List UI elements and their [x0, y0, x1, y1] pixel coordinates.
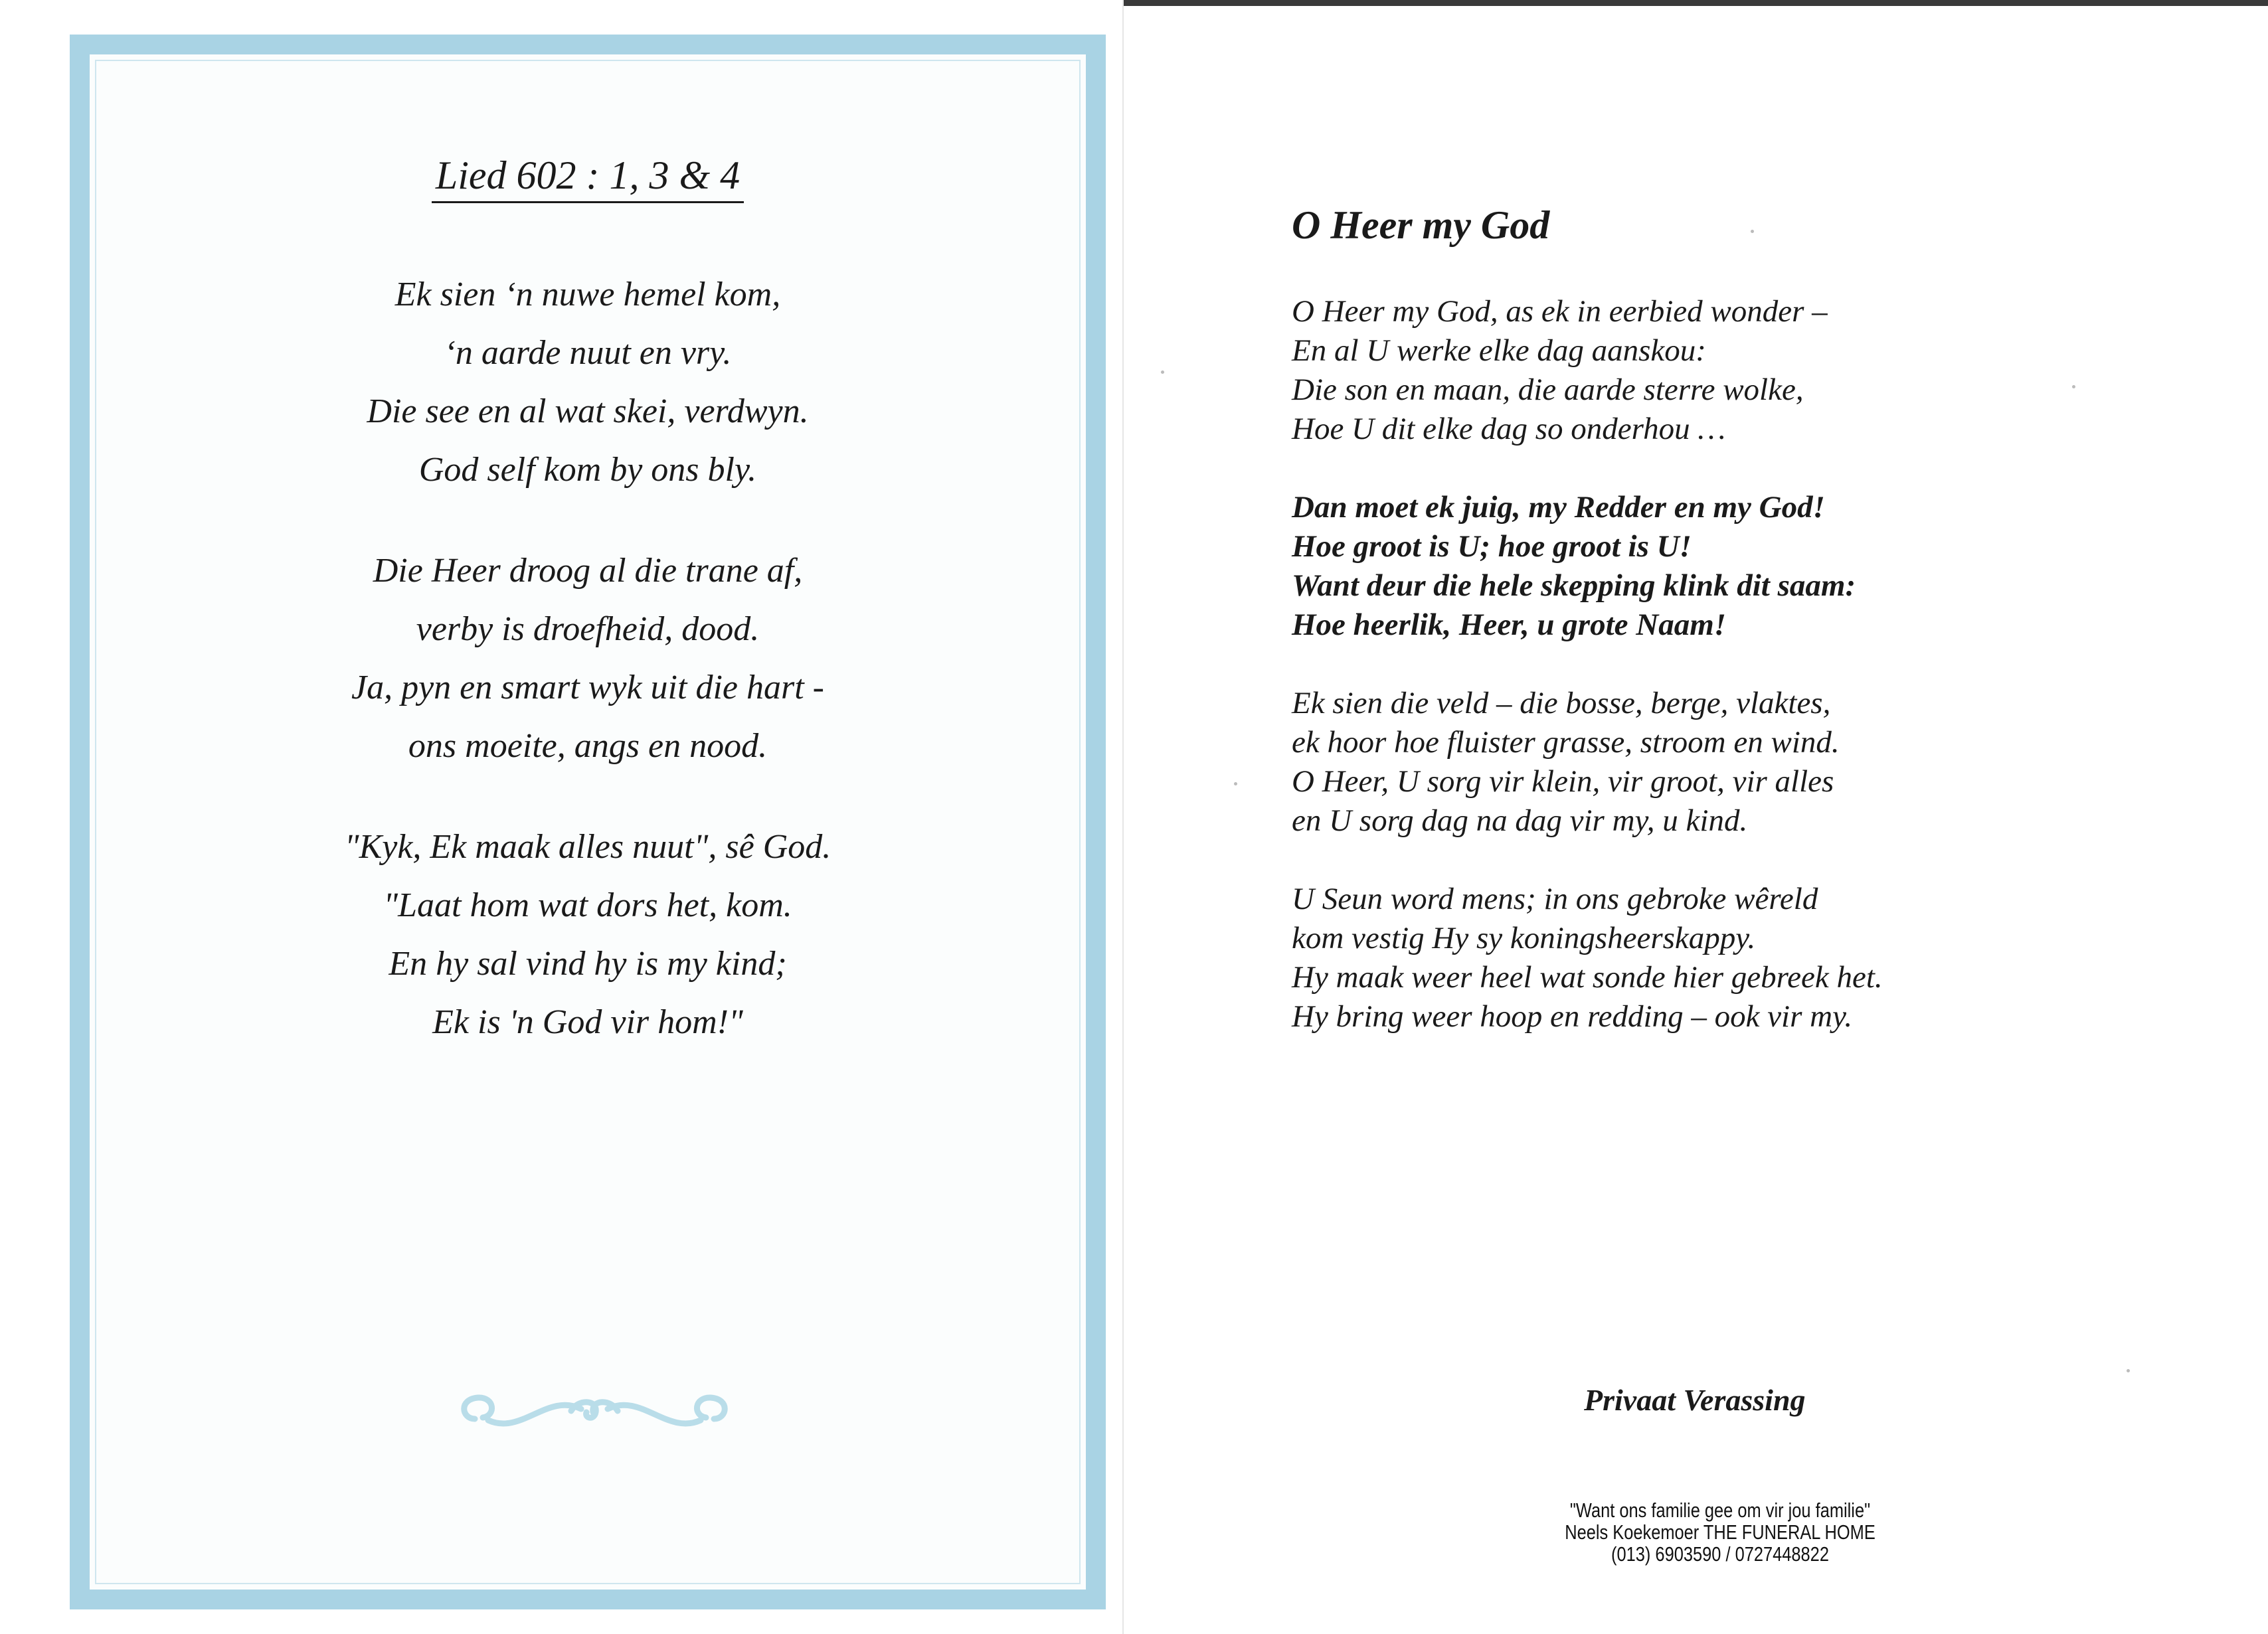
- poem-title: O Heer my God: [1292, 203, 1550, 247]
- hymn-line: Die see en al wat skei, verdwyn.: [367, 392, 809, 430]
- scan-speck: [1161, 370, 1164, 374]
- hymn-line: verby is droefheid, dood.: [416, 610, 760, 648]
- dispersal-note: Privaat Verassing: [1584, 1383, 1806, 1417]
- hymn-stanza-2: [90, 542, 1086, 776]
- footer-slogan: "Want ons familie gee om vir jou familie": [1569, 1499, 1871, 1522]
- scan-speck: [1234, 782, 1237, 785]
- hymn-line: ‘n aarde nuut en vry.: [444, 334, 732, 372]
- poem-line: en U sorg dag na dag vir my, u kind.: [1292, 803, 1748, 838]
- scan-speck: [2072, 385, 2075, 388]
- hymn-line: ons moeite, angs en nood.: [408, 727, 768, 765]
- poem-line: ek hoor hoe fluister grasse, stroom en wind.: [1292, 725, 1840, 760]
- hymn-line: Ek sien ‘n nuwe hemel kom,: [394, 276, 781, 313]
- poem-line: Die son en maan, die aarde sterre wolke,: [1292, 372, 1804, 407]
- poem-line: O Heer my God, as ek in eerbied wonder –: [1292, 294, 1828, 329]
- poem-line: U Seun word mens; in ons gebroke wêreld: [1292, 882, 1818, 916]
- hymn-stanza-3: [90, 818, 1086, 1052]
- poem-line: Ek sien die veld – die bosse, berge, vlaktes,: [1292, 686, 1831, 720]
- hymn-stanza-1: [90, 266, 1086, 499]
- poem-line: Hoe U dit elke dag so onderhou …: [1292, 412, 1726, 446]
- footer-phones: (013) 6903590 / 0727448822: [1611, 1542, 1829, 1566]
- scan-speck: [1751, 230, 1754, 233]
- poem-line: Dan moet ek juig, my Redder en my God!: [1292, 490, 1825, 525]
- poem-line: Hoe groot is U; hoe groot is U!: [1292, 529, 1692, 564]
- scroll-flourish-icon: [448, 1379, 741, 1445]
- scan-top-edge: [1122, 0, 2268, 6]
- hymn-title-text: Lied 602 : 1, 3 & 4: [432, 153, 744, 203]
- hymn-line: Ja, pyn en smart wyk uit die hart -: [351, 669, 824, 706]
- poem-line: En al U werke elke dag aanskou:: [1292, 333, 1706, 368]
- poem-stanza-4: [1292, 880, 2188, 1036]
- hymn-title: [90, 153, 1086, 199]
- poem-line: Hy maak weer heel wat sonde hier gebreek het.: [1292, 960, 1883, 995]
- hymn-verses: [90, 266, 1086, 1094]
- hymn-line: Die Heer droog al die trane af,: [373, 552, 803, 590]
- left-page-hymn: [70, 35, 1106, 1609]
- page-fold: [1122, 0, 1124, 1634]
- funeral-home-footer: [1562, 1499, 1878, 1565]
- poem-stanza-3: [1292, 684, 2188, 841]
- scan-speck: [2127, 1369, 2130, 1372]
- poem-line: Want deur die hele skepping klink dit saam:: [1292, 568, 1856, 603]
- poem-line: Hoe heerlik, Heer, u grote Naam!: [1292, 608, 1727, 642]
- poem-line: kom vestig Hy sy koningsheerskappy.: [1292, 921, 1756, 955]
- poem-stanza-1: [1292, 292, 2188, 449]
- poem-line: Hy bring weer hoop en redding – ook vir my.: [1292, 999, 1853, 1034]
- hymn-line: Ek is 'n God vir hom!": [432, 1003, 743, 1041]
- footer-business: Neels Koekemoer THE FUNERAL HOME: [1565, 1520, 1875, 1544]
- hymn-line: "Laat hom wat dors het, kom.: [383, 886, 792, 924]
- poem-chorus: [1292, 488, 2188, 645]
- hymn-line: En hy sal vind hy is my kind;: [389, 945, 787, 983]
- hymn-line: "Kyk, Ek maak alles nuut", sê God.: [344, 828, 831, 866]
- hymn-line: God self kom by ons bly.: [418, 451, 757, 489]
- poem-body: [1292, 292, 2188, 1076]
- poem-line: O Heer, U sorg vir klein, vir groot, vir alles: [1292, 764, 1834, 799]
